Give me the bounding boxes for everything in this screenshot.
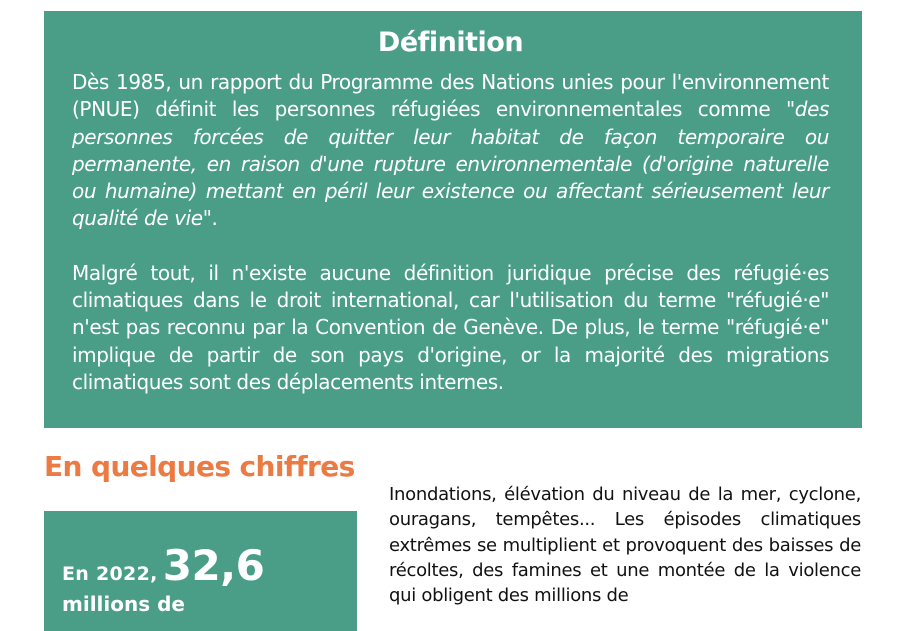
definition-box [44, 11, 862, 428]
statistic-prefix: En 2022, [62, 563, 158, 585]
statistic-line [62, 541, 357, 590]
statistic-number: 32,6 [162, 541, 265, 590]
definition-paragraph-1-end: . [211, 206, 218, 231]
definition-quote: "des personnes forcées de quitter leur habitat de façon temporaire ou permanente, en raison d'une rupture environnementale (d'origine naturelle ou humaine) mettant en péril leur existence ou affectant sérieusement leur qualité de vie" [72, 97, 829, 231]
definition-paragraph-1-start: Dès 1985, un rapport du Programme des Nations unies pour l'environnement (PNUE) définit les personnes réfugiées environnementales comme [72, 70, 829, 122]
definition-paragraph-2: Malgré tout, il n'existe aucune définition juridique précise des réfugié·es climatiques dans le droit international, car l'utilisation du terme "réfugié·e" n'est pas reconnu par la Convention de Genève. De plus, le terme "réfugié·e" implique de partir de son pays d'origine, or la majorité des migrations climatiques sont des déplacements internes. [72, 260, 829, 394]
definition-paragraph-1 [72, 69, 829, 233]
statistic-unit: millions de [62, 592, 185, 616]
figures-section-title: En quelques chiffres [44, 450, 355, 483]
body-paragraph: Inondations, élévation du niveau de la mer, cyclone, ouragans, tempêtes... Les épisodes climatiques extrêmes se multiplient et provoquent des baisses de récoltes, des famines et une montée de la violence qui obligent des millions de [389, 484, 861, 607]
statistic-box [44, 511, 357, 631]
definition-title: Définition [377, 27, 524, 58]
